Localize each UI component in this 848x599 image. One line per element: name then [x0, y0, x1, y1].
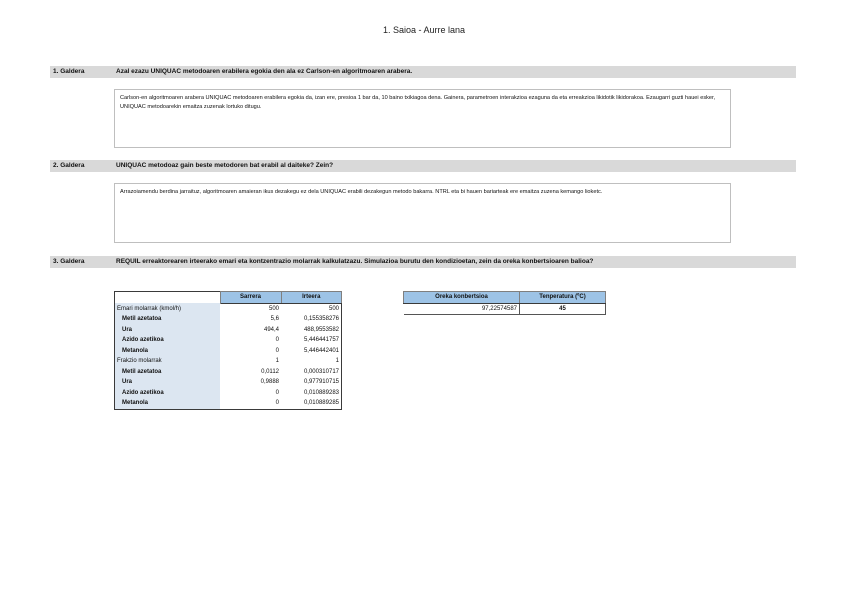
- table-row: [115, 356, 342, 367]
- irteera-value[interactable]: 0,155358276: [303, 316, 339, 323]
- answer-1-box[interactable]: Carlson-en algoritmoaren arabera UNIQUAC metodoaren erabilera egokia da, izan ere, presioa 1 bar da, 10 baino txikiagoa dena. Gainera, parametroen interakzioa ezaguna da eta erreakzioa likidotik likidorakoa. Ezaugarri guzti hauei esker, UNIQUAC metodoarekin emaitza zuzenak lortuko ditugu.: [114, 89, 731, 148]
- irteera-value[interactable]: 0,010889283: [303, 389, 339, 396]
- answer-2-box[interactable]: Arrazoiamendu berdina jarraituz, algoritmoaren amaieran ikus dezakegu ez dela UNIQUAC erabili dezakegun metodo bakarra. NTRL eta bi hauen bariarteak ere emaitza zuzena kemango lioketc.: [114, 183, 731, 243]
- sarrera-value[interactable]: 1: [275, 358, 279, 365]
- row-label: Metil azetatoa: [115, 367, 221, 378]
- sarrera-value[interactable]: 0: [275, 389, 279, 396]
- sarrera-value[interactable]: 500: [268, 305, 279, 312]
- flow-table: [114, 291, 342, 410]
- flow-table-body: [115, 303, 342, 409]
- table-row: [115, 325, 342, 336]
- conversion-value[interactable]: 97,22574587: [404, 303, 520, 315]
- irteera-value[interactable]: 1: [335, 358, 339, 365]
- table-row: [115, 303, 342, 314]
- row-label: Frakzio molarrak: [115, 356, 221, 367]
- table-row: [115, 346, 342, 357]
- table-row: [115, 377, 342, 388]
- table-row: [115, 335, 342, 346]
- question-2-bar: [50, 160, 796, 172]
- row-label: Emari molarrak (kmol/h): [115, 303, 221, 314]
- table-row: [115, 367, 342, 378]
- question-2-number: 2. Galdera: [53, 162, 85, 169]
- row-label: Metil azetatoa: [115, 314, 221, 325]
- sarrera-value[interactable]: 0,9888: [260, 379, 279, 386]
- row-label: Ura: [115, 325, 221, 336]
- question-3-text: REQUIL erreaktorearen irteerako emari eta kontzentrazio molarrak kalkulatzazu. Simulazioa burutu den kondizioetan, zein da oreka konbertsioaren balioa?: [116, 258, 594, 265]
- sarrera-value[interactable]: 5,6: [270, 316, 279, 323]
- sarrera-value[interactable]: 0: [275, 337, 279, 344]
- flow-header-sarrera: Sarrera: [220, 292, 281, 304]
- temperature-header: Tenperatura (ºC): [520, 292, 606, 304]
- question-2-text: UNIQUAC metodoaz gain beste metodoren bat erabil al daiteke? Zein?: [116, 162, 334, 169]
- question-1-bar: [50, 66, 796, 78]
- flow-header-irteera: Irteera: [281, 292, 342, 304]
- conversion-header: Oreka konbertsioa: [404, 292, 520, 304]
- irteera-value[interactable]: 0,000310717: [303, 368, 339, 375]
- conversion-table: [403, 291, 606, 315]
- sarrera-value[interactable]: 494,4: [263, 326, 279, 333]
- table-row: [115, 398, 342, 409]
- row-label: Azido azetikoa: [115, 388, 221, 399]
- row-label: Metanola: [115, 398, 221, 409]
- flow-table-corner: [115, 292, 221, 304]
- question-1-number: 1. Galdera: [53, 68, 85, 75]
- question-1-text: Azal ezazu UNIQUAC metodoaren erabilera egokia den ala ez Carlson-en algoritmoaren arabera.: [116, 68, 413, 75]
- table-row: [115, 314, 342, 325]
- page-title: 1. Saioa - Aurre lana: [382, 25, 466, 35]
- sarrera-value[interactable]: 0: [275, 400, 279, 407]
- question-3-bar: [50, 256, 796, 268]
- question-3-number: 3. Galdera: [53, 258, 85, 265]
- irteera-value[interactable]: 5,446441757: [303, 337, 339, 344]
- irteera-value[interactable]: 0,010889285: [303, 400, 339, 407]
- table-row: [115, 388, 342, 399]
- irteera-value[interactable]: 488,9553582: [303, 326, 339, 333]
- irteera-value[interactable]: 5,446442401: [303, 347, 339, 354]
- conversion-row: [404, 303, 606, 315]
- row-label: Metanola: [115, 346, 221, 357]
- sarrera-value[interactable]: 0: [275, 347, 279, 354]
- temperature-value[interactable]: 45: [520, 303, 606, 315]
- sarrera-value[interactable]: 0,0112: [261, 368, 279, 375]
- irteera-value[interactable]: 500: [328, 305, 339, 312]
- row-label: Azido azetikoa: [115, 335, 221, 346]
- row-label: Ura: [115, 377, 221, 388]
- irteera-value[interactable]: 0,977910715: [303, 379, 339, 386]
